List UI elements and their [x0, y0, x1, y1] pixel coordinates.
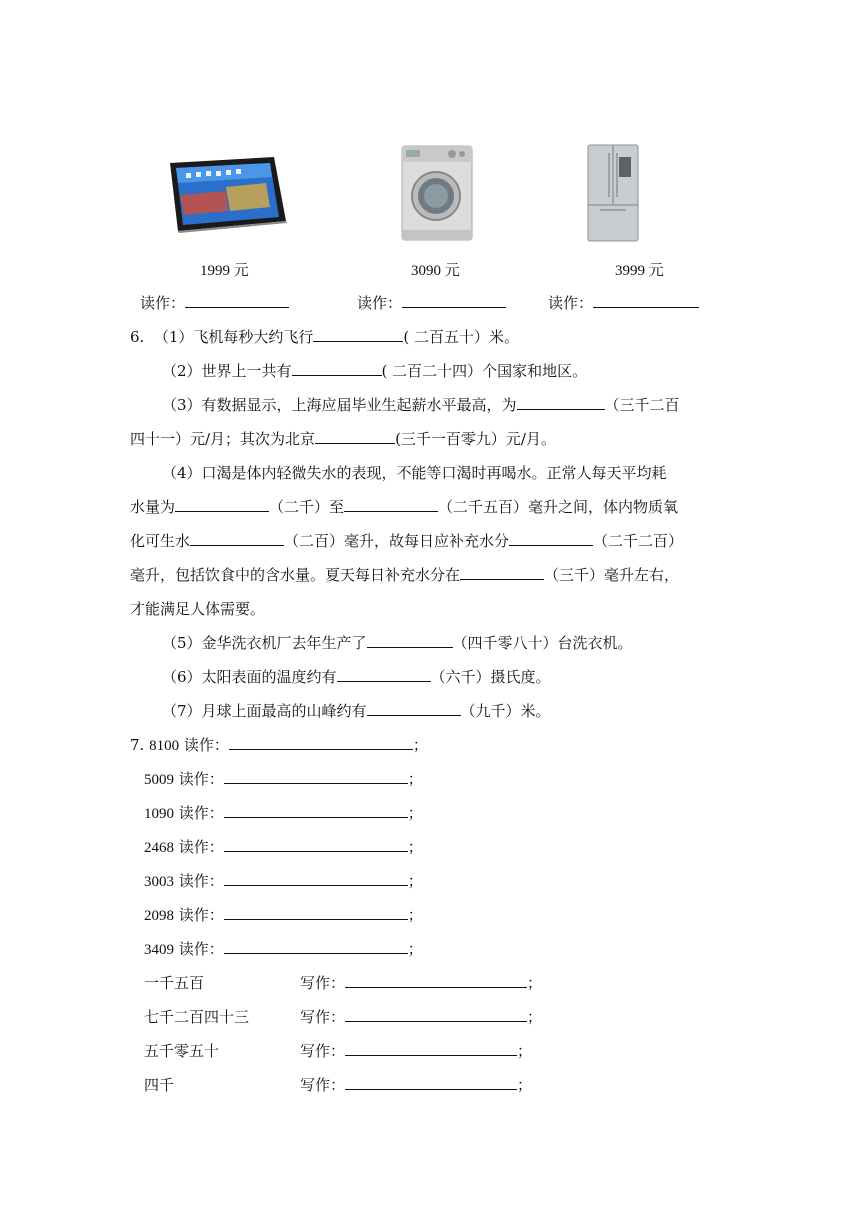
write-label: 写作： — [300, 1042, 346, 1060]
q6-4-hint-3: （二百）毫升，故每日应补充水分 — [284, 532, 510, 550]
write-label: 写作： — [300, 1008, 346, 1026]
number-words: 五千零五十 — [144, 1042, 220, 1060]
q7-write-answer — [300, 972, 542, 993]
q6-line-9 — [130, 598, 265, 619]
answer-blank[interactable] — [460, 565, 544, 580]
answer-blank[interactable] — [190, 531, 284, 546]
washer-read-row — [357, 292, 506, 313]
number-value: 1090 — [144, 806, 174, 822]
number-words: 一千五百 — [144, 974, 205, 992]
washing-machine-image — [400, 144, 476, 242]
answer-blank[interactable] — [224, 871, 408, 886]
q6-line-3 — [162, 394, 680, 415]
answer-blank[interactable] — [345, 1075, 517, 1090]
semicolon: ； — [517, 1076, 533, 1094]
q6-line-7 — [130, 530, 683, 551]
q6-4-text-5: 才能满足人体需要。 — [130, 600, 266, 618]
q6-7-text: （7）月球上面最高的山峰约有 — [162, 702, 367, 720]
semicolon: ； — [517, 1042, 533, 1060]
tablet-read-row — [140, 292, 289, 313]
q7-write-answer — [300, 1074, 532, 1095]
q6-4-text-3: 化可生水 — [130, 532, 191, 550]
tablet-image — [166, 155, 288, 233]
washer-price: 3090 元 — [411, 263, 460, 279]
semicolon: ； — [407, 770, 423, 788]
q6-6-hint: （六千）摄氏度。 — [430, 668, 551, 686]
answer-blank[interactable] — [337, 667, 431, 682]
number-value: 2098 — [144, 908, 174, 924]
answer-blank[interactable] — [367, 701, 461, 716]
q6-line-11 — [162, 666, 551, 687]
answer-blank[interactable] — [402, 293, 506, 308]
q7-read-row — [144, 938, 423, 959]
fridge-read-row — [548, 292, 699, 313]
read-label: 读作： — [178, 804, 224, 822]
q7-write-row — [144, 1074, 174, 1095]
number-words: 七千二百四十三 — [144, 1008, 250, 1026]
q6-3-text: （3）有数据显示，上海应届毕业生起薪水平最高，为 — [162, 396, 517, 414]
q6-line-12 — [162, 700, 551, 721]
semicolon: ； — [407, 804, 423, 822]
read-label: 读作： — [357, 294, 403, 312]
answer-blank[interactable] — [593, 293, 699, 308]
answer-blank[interactable] — [367, 633, 453, 648]
q6-5-text: （5）金华洗衣机厂去年生产了 — [162, 634, 367, 652]
q6-line-2 — [162, 360, 587, 381]
read-label: 读作： — [548, 294, 594, 312]
answer-blank[interactable] — [175, 497, 269, 512]
semicolon: ； — [407, 906, 423, 924]
fridge-price: 3999 元 — [615, 263, 664, 279]
semicolon: ； — [407, 838, 423, 856]
answer-blank[interactable] — [224, 769, 408, 784]
answer-blank[interactable] — [345, 973, 527, 988]
q6-4-text-2: 水量为 — [130, 498, 176, 516]
q7-read-row — [130, 734, 428, 755]
read-label: 读作： — [178, 872, 224, 890]
answer-blank[interactable] — [224, 939, 408, 954]
answer-blank[interactable] — [224, 905, 408, 920]
answer-blank[interactable] — [344, 497, 438, 512]
write-label: 写作： — [300, 974, 346, 992]
read-label: 读作： — [178, 940, 224, 958]
number-value: 5009 — [144, 772, 174, 788]
q7-write-answer — [300, 1006, 542, 1027]
number-value: 3409 — [144, 942, 174, 958]
q7-write-row — [144, 1040, 219, 1061]
number-words: 四千 — [144, 1076, 175, 1094]
read-label: 读作： — [178, 770, 224, 788]
q7-read-row — [144, 904, 423, 925]
number-value: 3003 — [144, 874, 174, 890]
read-label: 读作： — [140, 294, 186, 312]
read-label: 读作： — [178, 838, 224, 856]
answer-blank[interactable] — [345, 1041, 517, 1056]
q7-write-row — [144, 972, 204, 993]
answer-blank[interactable] — [292, 361, 382, 376]
q6-2-hint: ( 二百二十四）个国家和地区。 — [381, 362, 588, 380]
question-number: 7. — [130, 736, 145, 754]
q6-line-4 — [130, 428, 556, 449]
q6-1-hint: ( 二百五十）米。 — [403, 328, 520, 346]
answer-blank[interactable] — [224, 803, 408, 818]
answer-blank[interactable] — [517, 395, 605, 410]
q6-3-cont: 四十一）元/月；其次为北京 — [130, 430, 316, 448]
q6-4-text-4: 毫升，包括饮食中的含水量。夏天每日补充水分在 — [130, 566, 461, 584]
write-label: 写作： — [300, 1076, 346, 1094]
q7-write-answer — [300, 1040, 532, 1061]
semicolon: ； — [527, 1008, 543, 1026]
q6-line-8 — [130, 564, 679, 585]
number-value: 8100 — [149, 738, 180, 754]
q7-read-row — [144, 768, 423, 789]
answer-blank[interactable] — [313, 327, 403, 342]
semicolon: ； — [527, 974, 543, 992]
q6-line-5 — [162, 462, 667, 483]
q6-2-text: （2）世界上一共有 — [162, 362, 292, 380]
q7-read-row — [144, 836, 423, 857]
number-value: 2468 — [144, 840, 174, 856]
q6-4-hint-4: （二千二百） — [593, 532, 684, 550]
q7-read-row — [144, 870, 423, 891]
q7-read-row — [144, 802, 423, 823]
answer-blank[interactable] — [509, 531, 593, 546]
q6-5-hint: （四千零八十）台洗衣机。 — [452, 634, 633, 652]
answer-blank[interactable] — [229, 735, 413, 750]
semicolon: ； — [412, 736, 428, 754]
q6-4-hint-1: （二千）至 — [269, 498, 345, 516]
semicolon: ； — [407, 872, 423, 890]
q6-line-6 — [130, 496, 678, 517]
answer-blank[interactable] — [185, 293, 289, 308]
semicolon: ； — [407, 940, 423, 958]
q6-1-text: （1）飞机每秒大约飞行 — [153, 328, 314, 346]
q6-3-hint: （三千二百 — [604, 396, 680, 414]
q6-4-hint-2: （二千五百）毫升之间，体内物质氧 — [438, 498, 679, 516]
q6-4-text: （4）口渴是体内轻微失水的表现，不能等口渴时再喝水。正常人每天平均耗 — [162, 464, 667, 482]
q6-4-hint-5: （三千）毫升左右， — [544, 566, 680, 584]
q6-3-hint-2: (三千一百零九）元/月。 — [395, 430, 556, 448]
q6-line-1 — [130, 326, 519, 347]
answer-blank[interactable] — [345, 1007, 527, 1022]
q6-6-text: （6）太阳表面的温度约有 — [162, 668, 337, 686]
q7-write-row — [144, 1006, 249, 1027]
refrigerator-image — [586, 143, 640, 243]
answer-blank[interactable] — [315, 429, 395, 444]
read-label: 读作： — [178, 906, 224, 924]
answer-blank[interactable] — [224, 837, 408, 852]
q6-7-hint: （九千）米。 — [460, 702, 551, 720]
q6-line-10 — [162, 632, 633, 653]
read-label: 读作： — [183, 736, 229, 754]
tablet-price: 1999 元 — [200, 263, 249, 279]
question-number: 6. — [130, 328, 145, 346]
